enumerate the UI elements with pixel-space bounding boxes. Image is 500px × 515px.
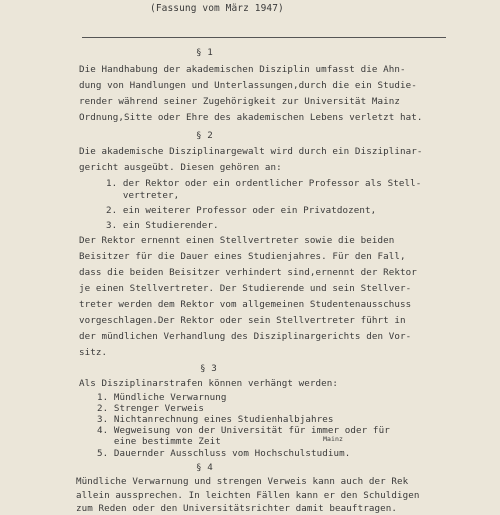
section-1-line: render während seiner Zugehörigkeit zur Universität Mainz [79, 96, 400, 107]
section-2-line: gericht ausgeübt. Diesen gehören an: [79, 162, 282, 173]
title-divider [82, 37, 446, 38]
section-2-line: sitz. [79, 347, 108, 358]
section-2-line: Beisitzer für die Dauer eines Studienjahres. Für den Fall, [79, 251, 406, 262]
section-3-insert: Mainz [323, 435, 344, 443]
section-4-heading: § 4 [196, 462, 213, 473]
section-2-line: je einen Stellvertreter. Der Studierende und sein Stellver- [79, 283, 412, 294]
section-3-list-item: 2. Strenger Verweis [97, 403, 204, 414]
section-3-heading: § 3 [200, 363, 217, 374]
section-2-list-item: 3. ein Studierender. [106, 220, 219, 231]
section-3-list-item: eine bestimmte Zeit [97, 436, 221, 447]
section-2-line: Die akademische Disziplinargewalt wird durch ein Disziplinar- [79, 146, 423, 157]
section-2-list-item: 2. ein weiterer Professor oder ein Privatdozent, [106, 205, 377, 216]
section-4-line: allein aussprechen. In leichten Fällen kann er den Schuldigen [76, 490, 420, 501]
section-2-line: treter werden dem Rektor vom allgemeinen Studentenausschuss [79, 299, 412, 310]
section-4-line: zum Reden oder den Universitätsrichter damit beauftragen. [76, 503, 397, 514]
section-3-list-item: 1. Mündliche Verwarnung [97, 392, 227, 403]
section-3-list-item: 4. Wegweisung von der Universität für immer oder für [97, 425, 390, 436]
section-3-list-item: 5. Dauernder Ausschluss vom Hochschulstudium. [97, 448, 351, 459]
section-3-intro: Als Disziplinarstrafen können verhängt werden: [79, 378, 339, 389]
section-1-line: Die Handhabung der akademischen Disziplin umfasst die Ahn- [79, 64, 406, 75]
section-2-line: dass die beiden Beisitzer verhindert sind,ernennt der Rektor [79, 267, 417, 278]
section-4-line: Mündliche Verwarnung und strengen Verweis kann auch der Rek [76, 476, 409, 487]
section-2-list-item: vertreter, [106, 190, 180, 201]
section-2-line: vorgeschlagen.Der Rektor oder sein Stellvertreter führt in [79, 315, 406, 326]
section-2-line: Der Rektor ernennt einen Stellvertreter sowie die beiden [79, 235, 395, 246]
section-1-heading: § 1 [196, 47, 213, 58]
section-2-list-item: 1. der Rektor oder ein ordentlicher Professor als Stell- [106, 178, 422, 189]
section-3-list-item: 3. Nichtanrechnung eines Studienhalbjahres [97, 414, 334, 425]
section-1-line: Ordnung,Sitte oder Ehre des akademischen Lebens verletzt hat. [79, 112, 423, 123]
section-1-line: dung von Handlungen und Unterlassungen,durch die ein Studie- [79, 80, 417, 91]
section-2-heading: § 2 [196, 130, 213, 141]
section-2-line: der mündlichen Verhandlung des Disziplinargerichts den Vor- [79, 331, 412, 342]
document-subtitle: (Fassung vom März 1947) [150, 3, 284, 14]
